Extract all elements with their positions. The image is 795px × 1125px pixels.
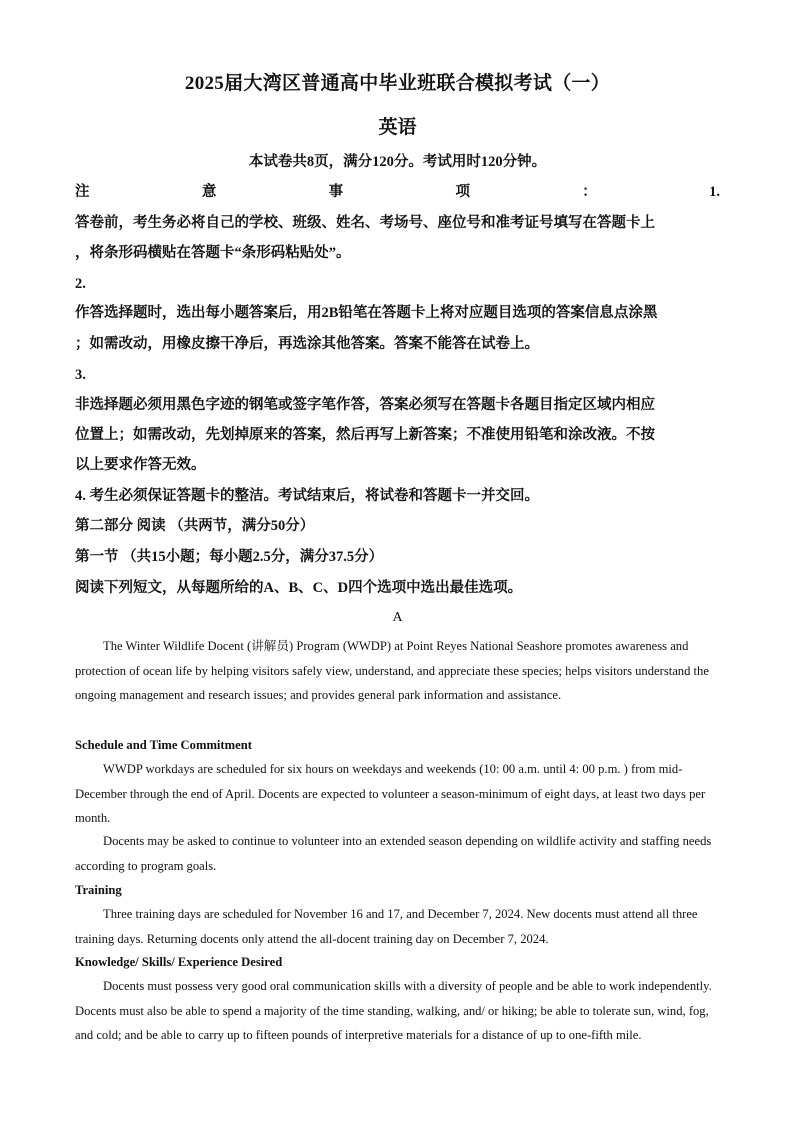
part-title: 第二部分 阅读 （共两节，满分50分） <box>75 518 315 534</box>
exam-info: 本试卷共8页，满分120分。考试用时120分钟。 <box>248 154 547 170</box>
notice-item3-line3: 以上要求作答无效。 <box>75 457 206 473</box>
passage-intro: The Winter Wildlife Docent (讲解员) Program (WWDP) at Point Reyes National Seashore promotes awareness and protection of ocean life by helping visitors safely view, understand, and appreciate these species; helps visitors understand the ongoing management and research issues; and provides general park information and assistance. <box>75 639 709 703</box>
passage-label: A <box>392 610 403 625</box>
passage-knowledge: Docents must possess very good oral communication skills with a diversity of people and be able to work independently. Docents must also be able to spend a majority of the time standing, walking, and/ or hiking; be able to tolerate sun, wind, fog, and cold; and be able to carry up to fifteen pounds of interpretive materials for a distance of up to one-fifth mile. <box>75 979 712 1043</box>
notice-heading-char: 事 <box>328 184 344 200</box>
notice-item4: 4. 考生必须保证答题卡的整洁。考试结束后，将试卷和答题卡一并交回。 <box>75 488 539 504</box>
notice-heading-char: ： <box>582 184 597 200</box>
notice-heading <box>75 182 720 202</box>
passage-training: Three training days are scheduled for November 16 and 17, and December 7, 2024. New docents must attend all three training days. Returning docents only attend the all-docent training day on December 7, 2024. <box>75 907 698 946</box>
exam-title: 2025届大湾区普通高中毕业班联合模拟考试（一） <box>184 73 611 94</box>
notice-heading-char: 注 <box>75 184 90 200</box>
notice-heading-char: 项 <box>455 184 470 200</box>
notice-item3-line2: 位置上；如需改动，先划掉原来的答案，然后再写上新答案；不准使用铅笔和涂改液。不按 <box>75 427 655 443</box>
reading-instruction: 阅读下列短文，从每题所给的A、B、C、D四个选项中选出最佳选项。 <box>75 580 523 596</box>
subject-title: 英语 <box>378 117 417 138</box>
notice-item2-line1: 作答选择题时，选出每小题答案后，用2B铅笔在答题卡上将对应题目选项的答案信息点涂黑 <box>75 305 658 321</box>
heading-schedule: Schedule and Time Commitment <box>75 738 252 752</box>
notice-item1-line1: 答卷前，考生务必将自己的学校、班级、姓名、考场号、座位号和准考证号填写在答题卡上 <box>75 215 655 231</box>
section-title: 第一节 （共15小题；每小题2.5分，满分37.5分） <box>75 549 384 565</box>
notice-item3-number: 3. <box>75 367 86 383</box>
heading-training: Training <box>75 883 122 897</box>
notice-heading-char: 意 <box>201 184 217 200</box>
heading-knowledge: Knowledge/ Skills/ Experience Desired <box>75 955 283 969</box>
notice-heading-char: 1. <box>709 184 720 200</box>
notice-item3-line1: 非选择题必须用黑色字迹的钢笔或签字笔作答，答案必须写在答题卡各题目指定区域内相应 <box>75 397 655 413</box>
notice-item2-number: 2. <box>75 276 86 292</box>
notice-item1-line2: ，将条形码横贴在答题卡“条形码粘贴处”。 <box>75 245 351 261</box>
passage-schedule-p2: Docents may be asked to continue to volunteer into an extended season depending on wildlife activity and staffing needs according to program goals. <box>75 834 712 873</box>
notice-item2-line2: ；如需改动，用橡皮擦干净后，再选涂其他答案。答案不能答在试卷上。 <box>75 336 539 352</box>
passage-schedule-p1: WWDP workdays are scheduled for six hours on weekdays and weekends (10: 00 a.m. until 4: 00 p.m. ) from mid-December through the end of April. Docents are expected to volunteer a season-minimum of eight days, at least two days per month. <box>75 762 706 826</box>
